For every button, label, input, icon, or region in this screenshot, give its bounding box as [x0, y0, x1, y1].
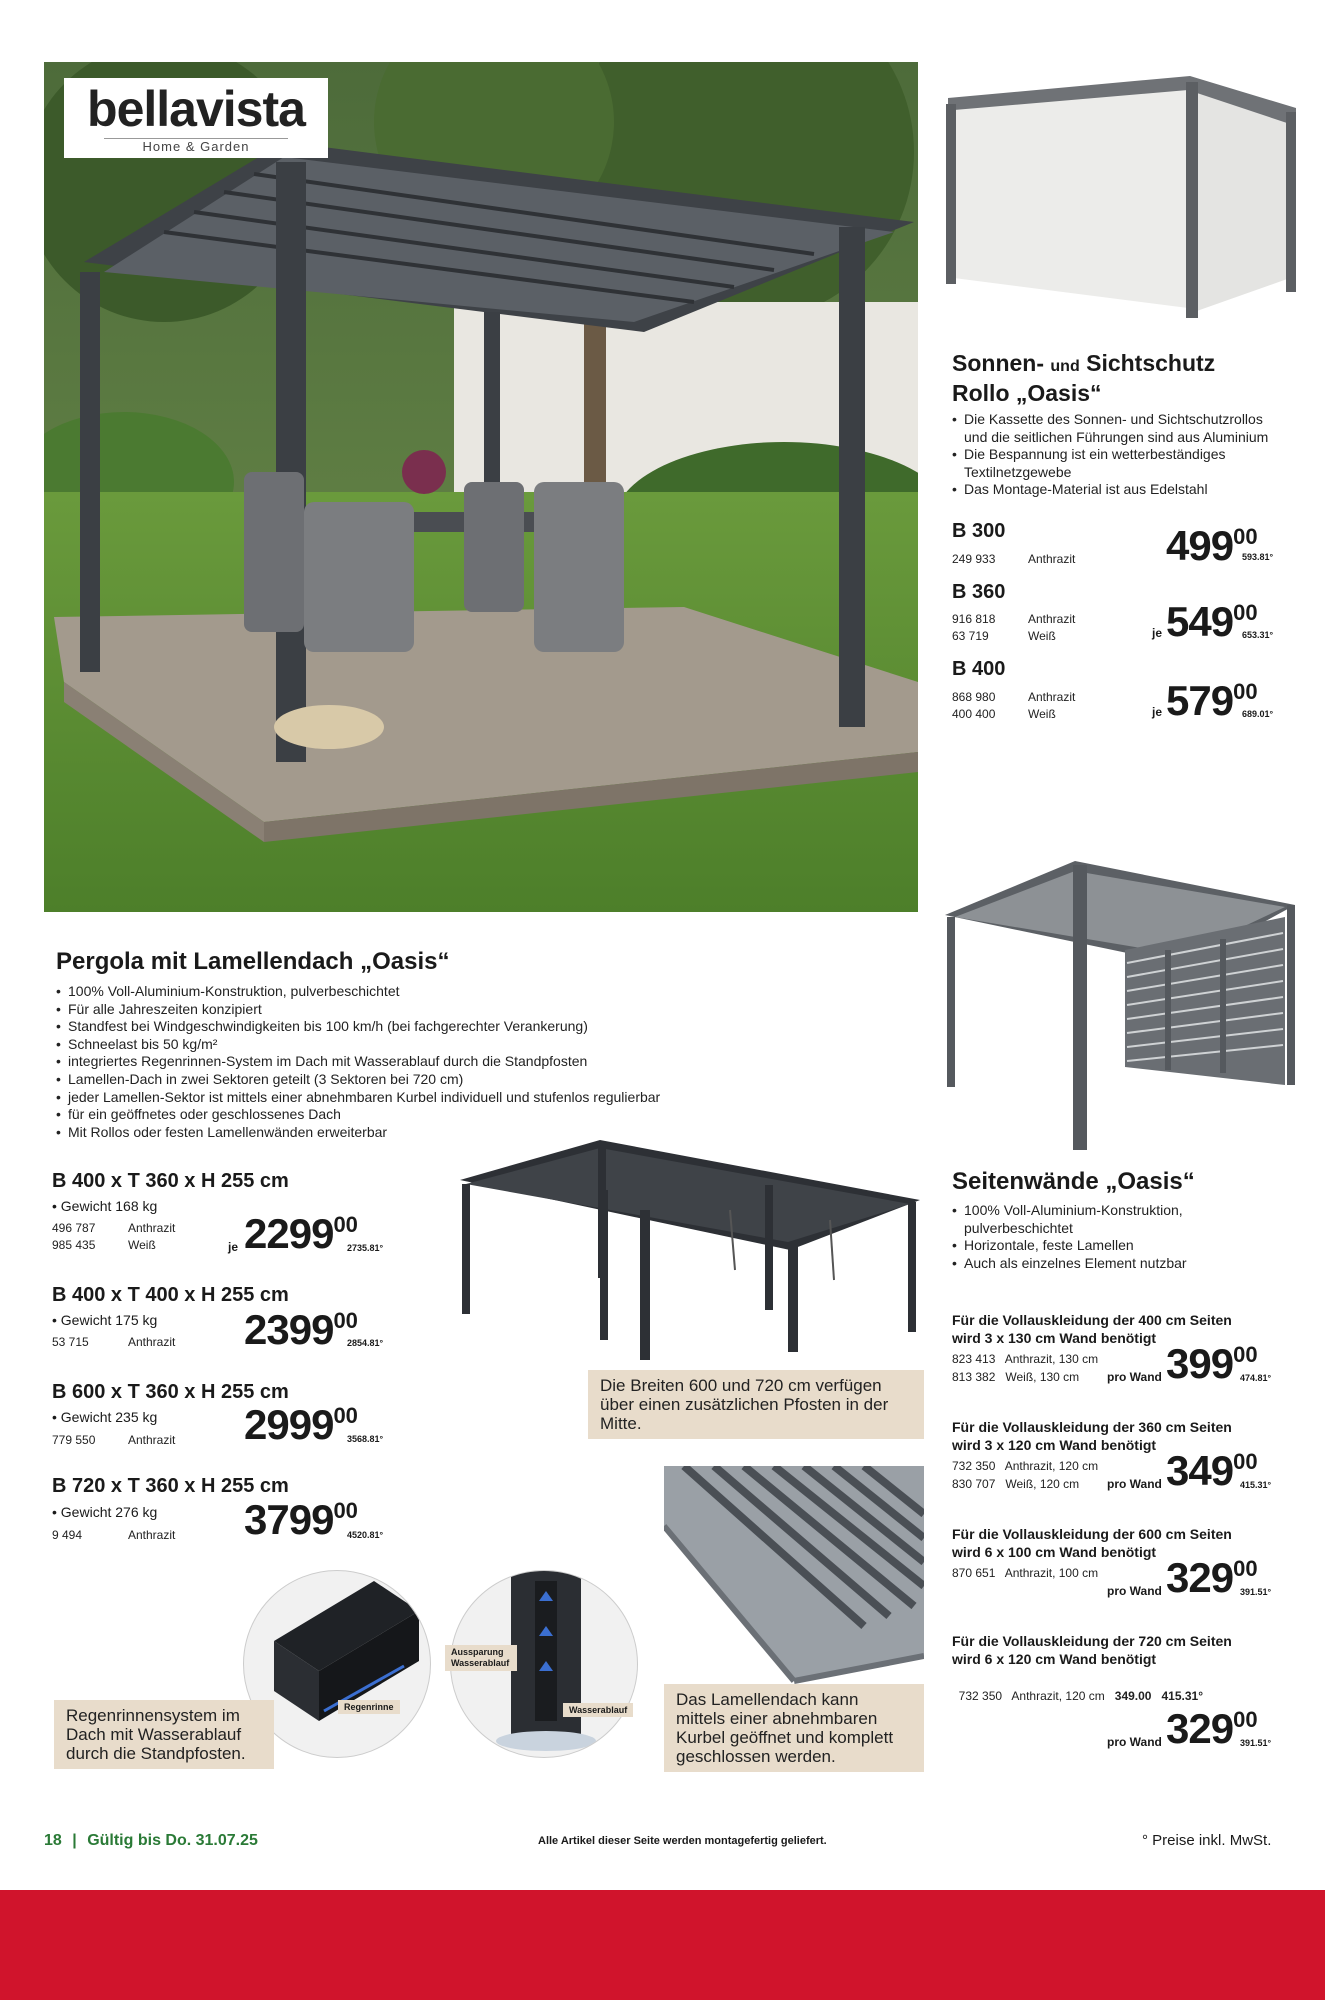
rollo-title-part: Sonnen-	[952, 350, 1044, 376]
page-number: 18	[44, 1832, 62, 1849]
price-int: 3799	[244, 1496, 334, 1543]
rollo-b360-art1: 916 818	[952, 612, 996, 626]
pergola-bullet: • Standfest bei Windgeschwindigkeiten bis 100 km/h (bei fachgerechter Verankerung)	[56, 1018, 716, 1036]
sw-g2-h2: wird 3 x 120 cm Wand benötigt	[952, 1437, 1157, 1453]
seitenwaende-bullet: • 100% Voll-Aluminium-Konstruktion,	[952, 1202, 1292, 1220]
seitenwaende-title: Seitenwände „Oasis“	[952, 1168, 1195, 1195]
pergola-v1-size: B 400 x T 360 x H 255 cm	[52, 1170, 289, 1192]
pergola-v3-size: B 600 x T 360 x H 255 cm	[52, 1381, 289, 1403]
sw-g4-header	[952, 1632, 1232, 1668]
seitenwaende-bullets	[952, 1202, 1292, 1272]
pergola-v2-old: 2854.81°	[347, 1338, 384, 1348]
rollo-b360-old: 653.31°	[1242, 630, 1274, 640]
note-regenrinne: Regenrinnensystem im Dach mit Wasserablauf durch die Standpfosten.	[54, 1700, 274, 1769]
label-wasserablauf: Wasserablauf	[563, 1703, 633, 1717]
price-dec: 00	[333, 1403, 358, 1428]
brand-name: bellavista	[87, 81, 305, 137]
pergola-bullet: • integriertes Regenrinnen-System im Dach mit Wasserablauf durch die Standpfosten	[56, 1053, 716, 1071]
price-dec: 00	[1233, 1342, 1258, 1367]
rollo-bullet-cont: Textilnetzgewebe	[964, 463, 1072, 480]
pergola-v4-size: B 720 x T 360 x H 255 cm	[52, 1475, 289, 1497]
price-dec: 00	[333, 1212, 358, 1237]
rollo-b400-je: je	[1152, 705, 1163, 719]
price-dec: 00	[333, 1308, 358, 1333]
sw-g3-row1: 870 651 Anthrazit, 100 cm	[952, 1566, 1099, 1580]
seitenwaende-bullet-cont: pulverbeschichtet	[964, 1219, 1073, 1236]
footer-separator: |	[72, 1832, 77, 1849]
hero-photo	[44, 62, 918, 912]
sw-g4-row1	[952, 1672, 1203, 1704]
price-int: 329	[1166, 1705, 1234, 1752]
sw-g1-h1: Für die Vollauskleidung der 400 cm Seiten	[952, 1312, 1232, 1328]
price-dec: 00	[333, 1498, 358, 1523]
sw-g1-h2: wird 3 x 130 cm Wand benötigt	[952, 1330, 1157, 1346]
sw-g3-h2: wird 6 x 100 cm Wand benötigt	[952, 1544, 1157, 1560]
price-dec: 00	[1233, 524, 1258, 549]
rollo-b300-art: 249 933	[952, 552, 996, 566]
pergola-v1-old: 2735.81°	[347, 1243, 384, 1253]
sw-g1-pro: pro Wand	[1107, 1370, 1162, 1384]
pergola-v1-art1: 496 787	[52, 1221, 96, 1235]
rollo-bullet-cont: und die seitlichen Führungen sind aus Aluminium	[964, 428, 1269, 445]
rollo-b400-art2: 400 400	[952, 707, 996, 721]
rollo-b360-col1: Anthrazit	[1028, 612, 1076, 626]
pergola-bullet: • 100% Voll-Aluminium-Konstruktion, pulverbeschichtet	[56, 983, 716, 1001]
sw-g1-row1: 823 413 Anthrazit, 130 cm	[952, 1352, 1099, 1366]
pergola-v1-price	[244, 1210, 358, 1258]
note-breiten: Die Breiten 600 und 720 cm verfügen über einen zusätzlichen Pfosten in der Mitte.	[588, 1370, 924, 1439]
seitenwaende-bullet: • Auch als einzelnes Element nutzbar	[952, 1255, 1292, 1273]
price-int: 579	[1166, 677, 1234, 724]
pergola-v2-price	[244, 1306, 358, 1354]
pergola-bullet: • jeder Lamellen-Sektor ist mittels einer abnehmbaren Kurbel individuell und stufenlos regulierbar	[56, 1089, 716, 1107]
rollo-bullet: • Das Montage-Material ist aus Edelstahl	[952, 481, 1292, 499]
rollo-title-part: Rollo „Oasis“	[952, 380, 1102, 406]
seitenwand-image	[945, 855, 1295, 1150]
sw-g2-row1: 732 350 Anthrazit, 120 cm	[952, 1459, 1099, 1473]
price-int: 329	[1166, 1554, 1234, 1601]
pergola-v1-art2: 985 435	[52, 1238, 96, 1252]
rollo-b360-je: je	[1152, 626, 1163, 640]
price-int: 2399	[244, 1306, 334, 1353]
rollo-b400-art1: 868 980	[952, 690, 996, 704]
pergola-wide-image	[460, 1140, 920, 1360]
pergola-v1-col2: Weiß	[128, 1238, 156, 1252]
pergola-bullet: • Für alle Jahreszeiten konzipiert	[56, 1001, 716, 1019]
footer-center-note: Alle Artikel dieser Seite werden montagefertig geliefert.	[538, 1835, 827, 1847]
pergola-v1-col1: Anthrazit	[128, 1221, 176, 1235]
sw-g2-h1: Für die Vollauskleidung der 360 cm Seiten	[952, 1419, 1232, 1435]
rollo-image	[940, 68, 1296, 328]
footer-vat-note: ° Preise inkl. MwSt.	[1142, 1832, 1272, 1849]
rollo-b360-art2: 63 719	[952, 629, 989, 643]
price-dec: 00	[1233, 600, 1258, 625]
seitenwaende-bullet: • Horizontale, feste Lamellen	[952, 1237, 1292, 1255]
label-aussparung: Aussparung Wasserablauf	[445, 1645, 517, 1671]
sw-g3-pro: pro Wand	[1107, 1584, 1162, 1598]
brand-logo	[64, 78, 328, 158]
pergola-v2-weight: • Gewicht 175 kg	[52, 1312, 158, 1328]
rollo-b400-old: 689.01°	[1242, 709, 1274, 719]
rollo-bullets	[952, 411, 1292, 499]
sw-g2-pro: pro Wand	[1107, 1477, 1162, 1491]
sw-g3-old: 391.51°	[1240, 1587, 1272, 1597]
pergola-v3-old: 3568.81°	[347, 1434, 384, 1444]
sw-g4-h2: wird 6 x 120 cm Wand benötigt	[952, 1651, 1157, 1667]
pergola-v3-col1: Anthrazit	[128, 1433, 176, 1447]
sw-g4-h1: Für die Vollauskleidung der 720 cm Seiten	[952, 1633, 1232, 1649]
rollo-title	[952, 350, 1215, 407]
note-lamellendach: Das Lamellendach kann mittels einer abnehmbaren Kurbel geöffnet und komplett geschlossen werden.	[664, 1684, 924, 1772]
pergola-bullet: • für ein geöffnetes oder geschlossenes Dach	[56, 1106, 716, 1124]
sw-g4-pro: pro Wand	[1107, 1735, 1162, 1749]
price-int: 2999	[244, 1401, 334, 1448]
pergola-v4-price	[244, 1496, 358, 1544]
pergola-v4-col1: Anthrazit	[128, 1528, 176, 1542]
pergola-v2-art1: 53 715	[52, 1335, 89, 1349]
rollo-bullet: • Die Kassette des Sonnen- und Sichtschutzrollos	[952, 411, 1292, 429]
pergola-v3-weight: • Gewicht 235 kg	[52, 1409, 158, 1425]
rollo-bullet: • Die Bespannung ist ein wetterbeständiges	[952, 446, 1292, 464]
lamellen-image	[664, 1466, 924, 1686]
price-int: 549	[1166, 598, 1234, 645]
rollo-b360-col2: Weiß	[1028, 629, 1056, 643]
price-int: 499	[1166, 522, 1234, 569]
brand-subtitle: Home & Garden	[104, 138, 288, 155]
footer-red-bar	[0, 1890, 1325, 2000]
rollo-b400-col1: Anthrazit	[1028, 690, 1076, 704]
rollo-b300-color: Anthrazit	[1028, 552, 1076, 566]
pergola-bullet: • Schneelast bis 50 kg/m²	[56, 1036, 716, 1054]
valid-until: Gültig bis Do. 31.07.25	[87, 1832, 258, 1849]
rollo-b300-old: 593.81°	[1242, 552, 1274, 562]
pergola-v3-art1: 779 550	[52, 1433, 96, 1447]
price-dec: 00	[1233, 1707, 1258, 1732]
price-dec: 00	[1233, 679, 1258, 704]
sw-g4-row1-text: 732 350 Anthrazit, 120 cm	[958, 1689, 1105, 1703]
pergola-v1-weight: • Gewicht 168 kg	[52, 1198, 158, 1214]
pergola-bullet: • Mit Rollos oder festen Lamellenwänden erweiterbar	[56, 1124, 716, 1142]
label-regenrinne: Regenrinne	[338, 1700, 400, 1714]
sw-g4-old: 391.51°	[1240, 1738, 1272, 1748]
rollo-b300-label: B 300	[952, 520, 1006, 542]
pergola-bullets	[56, 983, 716, 1141]
sw-g1-row2: 813 382 Weiß, 130 cm	[952, 1370, 1080, 1384]
price-int: 2299	[244, 1210, 334, 1257]
rollo-b400-col2: Weiß	[1028, 707, 1056, 721]
footer-validity	[44, 1832, 258, 1850]
pergola-v2-size: B 400 x T 400 x H 255 cm	[52, 1284, 289, 1306]
pergola-v1-je: je	[228, 1240, 239, 1254]
pergola-title: Pergola mit Lamellendach „Oasis“	[56, 948, 450, 975]
pergola-bullet: • Lamellen-Dach in zwei Sektoren geteilt (3 Sektoren bei 720 cm)	[56, 1071, 716, 1089]
price-int: 399	[1166, 1340, 1234, 1387]
rollo-b400-label: B 400	[952, 658, 1006, 680]
rollo-title-und: und	[1050, 358, 1080, 375]
price-int: 349	[1166, 1447, 1234, 1494]
sw-g2-old: 415.31°	[1240, 1480, 1272, 1490]
pergola-v2-col1: Anthrazit	[128, 1335, 176, 1349]
price-dec: 00	[1233, 1556, 1258, 1581]
pergola-v4-art1: 9 494	[52, 1528, 83, 1542]
pergola-v4-weight: • Gewicht 276 kg	[52, 1504, 158, 1520]
rollo-b360-label: B 360	[952, 581, 1006, 603]
pergola-v4-old: 4520.81°	[347, 1530, 384, 1540]
sw-g1-old: 474.81°	[1240, 1373, 1272, 1383]
sw-g4-row1-price: 349.00 415.31°	[1114, 1689, 1203, 1703]
price-dec: 00	[1233, 1449, 1258, 1474]
sw-g2-row2: 830 707 Weiß, 120 cm	[952, 1477, 1080, 1491]
sw-g3-h1: Für die Vollauskleidung der 600 cm Seiten	[952, 1526, 1232, 1542]
pergola-v3-price	[244, 1401, 358, 1449]
rollo-b300-price	[1166, 522, 1258, 570]
rollo-title-part: Sichtschutz	[1086, 350, 1216, 376]
